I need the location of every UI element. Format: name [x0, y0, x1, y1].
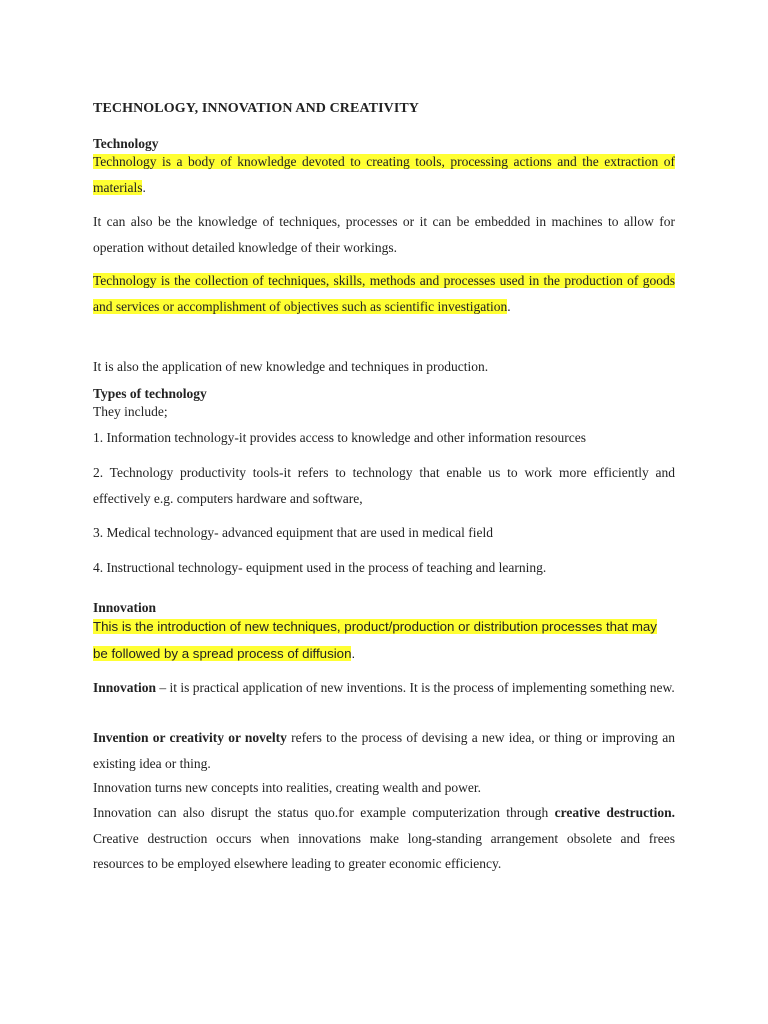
innovation-paragraph-3: Innovation turns new concepts into realities, creating wealth and power.	[93, 780, 482, 795]
list-item: 3. Medical technology- advanced equipment that are used in medical field	[93, 525, 493, 540]
innovation-paragraph-1: Innovation – it is practical application of new inventions. It is the process of implementing something new.	[93, 680, 675, 695]
innovation-heading: Innovation	[93, 600, 157, 615]
highlighted-text: This is the introduction of new techniques, product/production or distribution processes that may be followed by a spread process of diffusion	[93, 619, 657, 661]
invention-paragraph: Invention or creativity or novelty refers to the process of devising a new idea, or thing or improving an existing idea or thing.	[93, 730, 676, 771]
document-title: TECHNOLOGY, INNOVATION AND CREATIVITY	[93, 101, 420, 116]
innovation-definition: This is the introduction of new techniques, product/production or distribution processes that may be followed by a spread process of diffusion.	[93, 619, 657, 661]
technology-heading: Technology	[93, 136, 159, 151]
highlighted-text: Technology is a body of knowledge devoted to creating tools, processing actions and the extraction of materials	[93, 154, 675, 195]
highlighted-text: Technology is the collection of techniques, skills, methods and processes used in the production of goods and services or accomplishment of objectives such as scientific investigation	[93, 273, 675, 314]
types-intro: They include;	[93, 404, 168, 419]
types-heading: Types of technology	[93, 386, 207, 401]
technology-definition-2: It can also be the knowledge of techniques, processes or it can be embedded in machines to allow for operation without detailed knowledge of their workings.	[93, 214, 675, 255]
technology-definition-3: Technology is the collection of techniques, skills, methods and processes used in the production of goods and services or accomplishment of objectives such as scientific investigation.	[93, 273, 675, 314]
list-item: 2. Technology productivity tools-it refers to technology that enable us to work more efficiently and effectively e.g. computers hardware and software,	[93, 465, 675, 506]
innovation-paragraph-4: Innovation can also disrupt the status quo.for example computerization through creative destruction. Creative destruction occurs when innovations make long-standing arrangement obsolete and frees resources to be employed elsewhere leading to greater economic efficiency.	[93, 805, 675, 871]
list-item: 4. Instructional technology- equipment used in the process of teaching and learning.	[93, 560, 547, 575]
list-item: 1. Information technology-it provides access to knowledge and other information resources	[93, 430, 586, 445]
technology-definition-4: It is also the application of new knowledge and techniques in production.	[93, 359, 489, 374]
technology-definition-1: Technology is a body of knowledge devoted to creating tools, processing actions and the extraction of materials.	[93, 154, 675, 195]
